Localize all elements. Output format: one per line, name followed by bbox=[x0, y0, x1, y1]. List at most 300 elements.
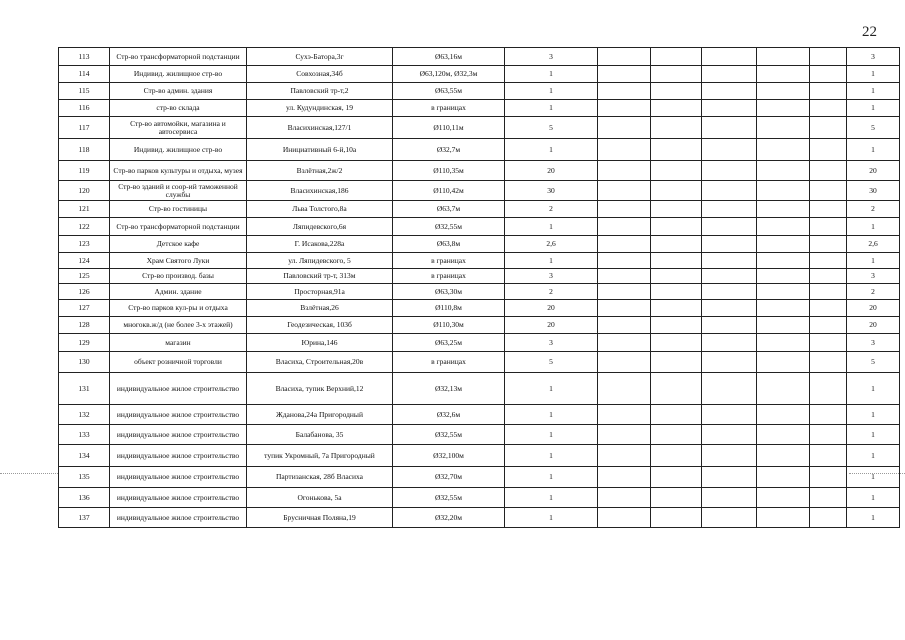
empty-cell bbox=[757, 253, 810, 269]
empty-cell bbox=[757, 139, 810, 161]
empty-cell bbox=[702, 201, 757, 218]
load-cell: 1 bbox=[505, 100, 598, 117]
empty-cell bbox=[651, 66, 702, 83]
empty-cell bbox=[651, 236, 702, 253]
row-number-cell: 117 bbox=[59, 117, 110, 139]
pipe-diameter-cell: Ø63,55м bbox=[393, 83, 505, 100]
purpose-cell: индивидуальное жилое строительство bbox=[110, 467, 247, 488]
purpose-cell: Храм Святого Луки bbox=[110, 253, 247, 269]
empty-cell bbox=[651, 373, 702, 405]
empty-cell bbox=[702, 405, 757, 425]
address-cell: Павловский тр-т,2 bbox=[247, 83, 393, 100]
row-number-cell: 130 bbox=[59, 352, 110, 373]
table-row bbox=[59, 488, 900, 508]
empty-cell bbox=[702, 117, 757, 139]
address-cell: Власихинская,127/1 bbox=[247, 117, 393, 139]
table-row bbox=[59, 253, 900, 269]
empty-cell bbox=[702, 317, 757, 334]
empty-cell bbox=[810, 117, 847, 139]
empty-cell bbox=[702, 66, 757, 83]
empty-cell bbox=[598, 352, 651, 373]
load-cell: 20 bbox=[505, 317, 598, 334]
table-row bbox=[59, 100, 900, 117]
empty-cell bbox=[757, 425, 810, 445]
purpose-cell: индивидуальное жилое строительство bbox=[110, 425, 247, 445]
row-number-cell: 114 bbox=[59, 66, 110, 83]
pipe-diameter-cell: Ø110,35м bbox=[393, 161, 505, 181]
load-cell: 20 bbox=[505, 161, 598, 181]
empty-cell bbox=[810, 83, 847, 100]
empty-cell bbox=[598, 373, 651, 405]
empty-cell bbox=[757, 83, 810, 100]
pipe-diameter-cell: в границах bbox=[393, 269, 505, 284]
table-row bbox=[59, 352, 900, 373]
empty-cell bbox=[598, 488, 651, 508]
empty-cell bbox=[702, 352, 757, 373]
row-number-cell: 118 bbox=[59, 139, 110, 161]
table-row bbox=[59, 48, 900, 66]
empty-cell bbox=[810, 139, 847, 161]
address-cell: Власихинская,186 bbox=[247, 181, 393, 201]
empty-cell bbox=[598, 445, 651, 467]
purpose-cell: многокв.ж/д (не более 3-х этажей) bbox=[110, 317, 247, 334]
purpose-cell: Стр-во гостиницы bbox=[110, 201, 247, 218]
empty-cell bbox=[702, 269, 757, 284]
empty-cell bbox=[651, 405, 702, 425]
row-number-cell: 124 bbox=[59, 253, 110, 269]
table-row bbox=[59, 181, 900, 201]
empty-cell bbox=[810, 334, 847, 352]
empty-cell bbox=[757, 467, 810, 488]
empty-cell bbox=[598, 117, 651, 139]
empty-cell bbox=[598, 83, 651, 100]
table-row bbox=[59, 445, 900, 467]
empty-cell bbox=[598, 334, 651, 352]
purpose-cell: Стр-во админ. здания bbox=[110, 83, 247, 100]
empty-cell bbox=[598, 236, 651, 253]
address-cell: Взлётная,26 bbox=[247, 300, 393, 317]
total-load-cell: 3 bbox=[847, 48, 900, 66]
empty-cell bbox=[810, 201, 847, 218]
empty-cell bbox=[598, 218, 651, 236]
page-number: 22 bbox=[862, 24, 877, 40]
address-cell: Г. Исакова,228а bbox=[247, 236, 393, 253]
load-cell: 1 bbox=[505, 405, 598, 425]
purpose-cell: Индивид. жилищное стр-во bbox=[110, 66, 247, 83]
empty-cell bbox=[651, 253, 702, 269]
total-load-cell: 1 bbox=[847, 218, 900, 236]
load-cell: 5 bbox=[505, 117, 598, 139]
empty-cell bbox=[702, 284, 757, 300]
purpose-cell: объект розничной торговли bbox=[110, 352, 247, 373]
empty-cell bbox=[757, 300, 810, 317]
total-load-cell: 1 bbox=[847, 100, 900, 117]
load-cell: 1 bbox=[505, 508, 598, 528]
empty-cell bbox=[702, 445, 757, 467]
total-load-cell: 20 bbox=[847, 300, 900, 317]
empty-cell bbox=[598, 425, 651, 445]
load-cell: 30 bbox=[505, 181, 598, 201]
empty-cell bbox=[651, 488, 702, 508]
table-row bbox=[59, 317, 900, 334]
purpose-cell: Стр-во автомойки, магазина и автосервиса bbox=[110, 117, 247, 139]
empty-cell bbox=[810, 100, 847, 117]
empty-cell bbox=[651, 161, 702, 181]
address-cell: Павловский тр-т, 313м bbox=[247, 269, 393, 284]
empty-cell bbox=[598, 100, 651, 117]
scan-dotted-line-left bbox=[0, 473, 58, 474]
row-number-cell: 128 bbox=[59, 317, 110, 334]
pipe-diameter-cell: Ø32,70м bbox=[393, 467, 505, 488]
table-body bbox=[59, 48, 900, 528]
purpose-cell: индивидуальное жилое строительство bbox=[110, 445, 247, 467]
address-cell: Власиха, тупик Верхний,12 bbox=[247, 373, 393, 405]
pipe-diameter-cell: Ø32,6м bbox=[393, 405, 505, 425]
load-cell: 1 bbox=[505, 373, 598, 405]
address-cell: Огонькова, 5а bbox=[247, 488, 393, 508]
empty-cell bbox=[702, 100, 757, 117]
row-number-cell: 136 bbox=[59, 488, 110, 508]
empty-cell bbox=[757, 117, 810, 139]
total-load-cell: 1 bbox=[847, 253, 900, 269]
empty-cell bbox=[757, 445, 810, 467]
empty-cell bbox=[702, 218, 757, 236]
pipe-diameter-cell: Ø63,120м, Ø32,3м bbox=[393, 66, 505, 83]
empty-cell bbox=[651, 181, 702, 201]
load-cell: 1 bbox=[505, 467, 598, 488]
empty-cell bbox=[651, 445, 702, 467]
empty-cell bbox=[598, 161, 651, 181]
empty-cell bbox=[810, 300, 847, 317]
total-load-cell: 1 bbox=[847, 66, 900, 83]
empty-cell bbox=[810, 467, 847, 488]
empty-cell bbox=[757, 181, 810, 201]
empty-cell bbox=[651, 117, 702, 139]
empty-cell bbox=[651, 467, 702, 488]
empty-cell bbox=[757, 284, 810, 300]
empty-cell bbox=[598, 405, 651, 425]
purpose-cell: Детское кафе bbox=[110, 236, 247, 253]
pipe-diameter-cell: Ø32,20м bbox=[393, 508, 505, 528]
empty-cell bbox=[810, 269, 847, 284]
total-load-cell: 2,6 bbox=[847, 236, 900, 253]
connections-table bbox=[58, 47, 900, 528]
address-cell: ул. Кудундинская, 19 bbox=[247, 100, 393, 117]
purpose-cell: Индивид. жилищное стр-во bbox=[110, 139, 247, 161]
address-cell: Геодезическая, 103б bbox=[247, 317, 393, 334]
table-row bbox=[59, 334, 900, 352]
pipe-diameter-cell: Ø32,100м bbox=[393, 445, 505, 467]
total-load-cell: 1 bbox=[847, 405, 900, 425]
address-cell: Совхозная,34б bbox=[247, 66, 393, 83]
total-load-cell: 3 bbox=[847, 269, 900, 284]
empty-cell bbox=[598, 317, 651, 334]
load-cell: 1 bbox=[505, 218, 598, 236]
purpose-cell: Стр-во парков культуры и отдыха, музея bbox=[110, 161, 247, 181]
empty-cell bbox=[651, 100, 702, 117]
empty-cell bbox=[757, 269, 810, 284]
empty-cell bbox=[702, 467, 757, 488]
purpose-cell: Стр-во парков кул-ры и отдыха bbox=[110, 300, 247, 317]
row-number-cell: 126 bbox=[59, 284, 110, 300]
row-number-cell: 137 bbox=[59, 508, 110, 528]
purpose-cell: Стр-во зданий и соор-ий таможенной службы bbox=[110, 181, 247, 201]
total-load-cell: 1 bbox=[847, 139, 900, 161]
empty-cell bbox=[757, 236, 810, 253]
empty-cell bbox=[651, 508, 702, 528]
empty-cell bbox=[757, 508, 810, 528]
pipe-diameter-cell: Ø110,42м bbox=[393, 181, 505, 201]
address-cell: Юрина,146 bbox=[247, 334, 393, 352]
load-cell: 1 bbox=[505, 253, 598, 269]
empty-cell bbox=[757, 334, 810, 352]
table-row bbox=[59, 83, 900, 100]
empty-cell bbox=[810, 48, 847, 66]
empty-cell bbox=[702, 300, 757, 317]
empty-cell bbox=[651, 269, 702, 284]
empty-cell bbox=[810, 425, 847, 445]
total-load-cell: 2 bbox=[847, 284, 900, 300]
total-load-cell: 1 bbox=[847, 467, 900, 488]
empty-cell bbox=[810, 352, 847, 373]
total-load-cell: 20 bbox=[847, 161, 900, 181]
empty-cell bbox=[598, 181, 651, 201]
total-load-cell: 2 bbox=[847, 201, 900, 218]
load-cell: 1 bbox=[505, 139, 598, 161]
load-cell: 1 bbox=[505, 425, 598, 445]
row-number-cell: 135 bbox=[59, 467, 110, 488]
row-number-cell: 119 bbox=[59, 161, 110, 181]
empty-cell bbox=[810, 317, 847, 334]
empty-cell bbox=[757, 66, 810, 83]
empty-cell bbox=[702, 236, 757, 253]
empty-cell bbox=[757, 317, 810, 334]
empty-cell bbox=[702, 83, 757, 100]
table-row bbox=[59, 201, 900, 218]
load-cell: 1 bbox=[505, 83, 598, 100]
address-cell: Взлётная,2ж/2 bbox=[247, 161, 393, 181]
pipe-diameter-cell: Ø110,30м bbox=[393, 317, 505, 334]
empty-cell bbox=[598, 300, 651, 317]
empty-cell bbox=[810, 405, 847, 425]
purpose-cell: Стр-во трансформаторной подстанции bbox=[110, 48, 247, 66]
address-cell: Жданова,24а Пригородный bbox=[247, 405, 393, 425]
purpose-cell: стр-во склада bbox=[110, 100, 247, 117]
purpose-cell: индивидуальное жилое строительство bbox=[110, 488, 247, 508]
table-row bbox=[59, 405, 900, 425]
empty-cell bbox=[757, 405, 810, 425]
empty-cell bbox=[702, 508, 757, 528]
empty-cell bbox=[810, 66, 847, 83]
table-row bbox=[59, 139, 900, 161]
table-row bbox=[59, 300, 900, 317]
pipe-diameter-cell: Ø32,55м bbox=[393, 425, 505, 445]
empty-cell bbox=[810, 373, 847, 405]
table-row bbox=[59, 373, 900, 405]
table-row bbox=[59, 236, 900, 253]
total-load-cell: 3 bbox=[847, 334, 900, 352]
empty-cell bbox=[810, 508, 847, 528]
empty-cell bbox=[702, 181, 757, 201]
row-number-cell: 113 bbox=[59, 48, 110, 66]
pipe-diameter-cell: Ø63,30м bbox=[393, 284, 505, 300]
purpose-cell: магазин bbox=[110, 334, 247, 352]
address-cell: Балабанова, 35 bbox=[247, 425, 393, 445]
empty-cell bbox=[810, 236, 847, 253]
empty-cell bbox=[651, 218, 702, 236]
row-number-cell: 134 bbox=[59, 445, 110, 467]
empty-cell bbox=[757, 218, 810, 236]
empty-cell bbox=[757, 48, 810, 66]
empty-cell bbox=[702, 334, 757, 352]
pipe-diameter-cell: Ø32,13м bbox=[393, 373, 505, 405]
address-cell: Инициативный 6-й,10а bbox=[247, 139, 393, 161]
empty-cell bbox=[651, 284, 702, 300]
pipe-diameter-cell: Ø32,55м bbox=[393, 488, 505, 508]
load-cell: 1 bbox=[505, 66, 598, 83]
purpose-cell: индивидуальное жилое строительство bbox=[110, 508, 247, 528]
load-cell: 2 bbox=[505, 201, 598, 218]
empty-cell bbox=[651, 334, 702, 352]
row-number-cell: 125 bbox=[59, 269, 110, 284]
empty-cell bbox=[651, 352, 702, 373]
total-load-cell: 5 bbox=[847, 352, 900, 373]
empty-cell bbox=[598, 139, 651, 161]
load-cell: 1 bbox=[505, 488, 598, 508]
row-number-cell: 133 bbox=[59, 425, 110, 445]
row-number-cell: 120 bbox=[59, 181, 110, 201]
empty-cell bbox=[651, 317, 702, 334]
table-row bbox=[59, 425, 900, 445]
empty-cell bbox=[810, 445, 847, 467]
empty-cell bbox=[651, 83, 702, 100]
row-number-cell: 127 bbox=[59, 300, 110, 317]
empty-cell bbox=[651, 48, 702, 66]
load-cell: 2 bbox=[505, 284, 598, 300]
row-number-cell: 115 bbox=[59, 83, 110, 100]
empty-cell bbox=[702, 48, 757, 66]
empty-cell bbox=[757, 201, 810, 218]
row-number-cell: 129 bbox=[59, 334, 110, 352]
purpose-cell: индивидуальное жилое строительство bbox=[110, 405, 247, 425]
empty-cell bbox=[651, 139, 702, 161]
empty-cell bbox=[757, 352, 810, 373]
pipe-diameter-cell: Ø110,11м bbox=[393, 117, 505, 139]
address-cell: Власиха, Строительная,20в bbox=[247, 352, 393, 373]
load-cell: 3 bbox=[505, 48, 598, 66]
pipe-diameter-cell: Ø63,25м bbox=[393, 334, 505, 352]
empty-cell bbox=[598, 284, 651, 300]
load-cell: 3 bbox=[505, 334, 598, 352]
empty-cell bbox=[757, 161, 810, 181]
address-cell: Льва Толстого,8а bbox=[247, 201, 393, 218]
row-number-cell: 122 bbox=[59, 218, 110, 236]
row-number-cell: 132 bbox=[59, 405, 110, 425]
table-row bbox=[59, 218, 900, 236]
empty-cell bbox=[810, 253, 847, 269]
total-load-cell: 1 bbox=[847, 83, 900, 100]
empty-cell bbox=[810, 218, 847, 236]
address-cell: Партизанская, 28б Власиха bbox=[247, 467, 393, 488]
empty-cell bbox=[702, 139, 757, 161]
empty-cell bbox=[810, 284, 847, 300]
address-cell: тупик Укромный, 7а Пригородный bbox=[247, 445, 393, 467]
empty-cell bbox=[651, 300, 702, 317]
total-load-cell: 1 bbox=[847, 373, 900, 405]
table-row bbox=[59, 269, 900, 284]
address-cell: ул. Ляпидевского, 5 bbox=[247, 253, 393, 269]
pipe-diameter-cell: Ø63,8м bbox=[393, 236, 505, 253]
row-number-cell: 131 bbox=[59, 373, 110, 405]
empty-cell bbox=[598, 48, 651, 66]
purpose-cell: индивидуальное жилое строительство bbox=[110, 373, 247, 405]
row-number-cell: 121 bbox=[59, 201, 110, 218]
empty-cell bbox=[757, 100, 810, 117]
address-cell: Ляпидевского,6я bbox=[247, 218, 393, 236]
empty-cell bbox=[702, 425, 757, 445]
table-row bbox=[59, 284, 900, 300]
empty-cell bbox=[757, 373, 810, 405]
empty-cell bbox=[651, 425, 702, 445]
total-load-cell: 1 bbox=[847, 508, 900, 528]
empty-cell bbox=[810, 161, 847, 181]
row-number-cell: 123 bbox=[59, 236, 110, 253]
empty-cell bbox=[757, 488, 810, 508]
empty-cell bbox=[651, 201, 702, 218]
table-row bbox=[59, 66, 900, 83]
empty-cell bbox=[810, 488, 847, 508]
total-load-cell: 5 bbox=[847, 117, 900, 139]
row-number-cell: 116 bbox=[59, 100, 110, 117]
empty-cell bbox=[702, 488, 757, 508]
empty-cell bbox=[702, 373, 757, 405]
table-row bbox=[59, 508, 900, 528]
table-row bbox=[59, 117, 900, 139]
table-row bbox=[59, 467, 900, 488]
purpose-cell: Стр-во производ. базы bbox=[110, 269, 247, 284]
total-load-cell: 1 bbox=[847, 445, 900, 467]
pipe-diameter-cell: Ø63,16м bbox=[393, 48, 505, 66]
purpose-cell: Админ. здание bbox=[110, 284, 247, 300]
load-cell: 5 bbox=[505, 352, 598, 373]
empty-cell bbox=[598, 508, 651, 528]
empty-cell bbox=[598, 66, 651, 83]
pipe-diameter-cell: в границах bbox=[393, 100, 505, 117]
address-cell: Сухэ-Батора,3г bbox=[247, 48, 393, 66]
pipe-diameter-cell: в границах bbox=[393, 253, 505, 269]
load-cell: 1 bbox=[505, 445, 598, 467]
pipe-diameter-cell: Ø32,7м bbox=[393, 139, 505, 161]
total-load-cell: 20 bbox=[847, 317, 900, 334]
empty-cell bbox=[702, 161, 757, 181]
load-cell: 20 bbox=[505, 300, 598, 317]
total-load-cell: 30 bbox=[847, 181, 900, 201]
table-row bbox=[59, 161, 900, 181]
pipe-diameter-cell: Ø32,55м bbox=[393, 218, 505, 236]
empty-cell bbox=[598, 201, 651, 218]
pipe-diameter-cell: в границах bbox=[393, 352, 505, 373]
empty-cell bbox=[810, 181, 847, 201]
purpose-cell: Стр-во трансформаторной подстанции bbox=[110, 218, 247, 236]
pipe-diameter-cell: Ø63,7м bbox=[393, 201, 505, 218]
total-load-cell: 1 bbox=[847, 425, 900, 445]
pipe-diameter-cell: Ø110,8м bbox=[393, 300, 505, 317]
load-cell: 2,6 bbox=[505, 236, 598, 253]
load-cell: 3 bbox=[505, 269, 598, 284]
address-cell: Просторная,91а bbox=[247, 284, 393, 300]
address-cell: Брусничная Поляна,19 bbox=[247, 508, 393, 528]
empty-cell bbox=[702, 253, 757, 269]
